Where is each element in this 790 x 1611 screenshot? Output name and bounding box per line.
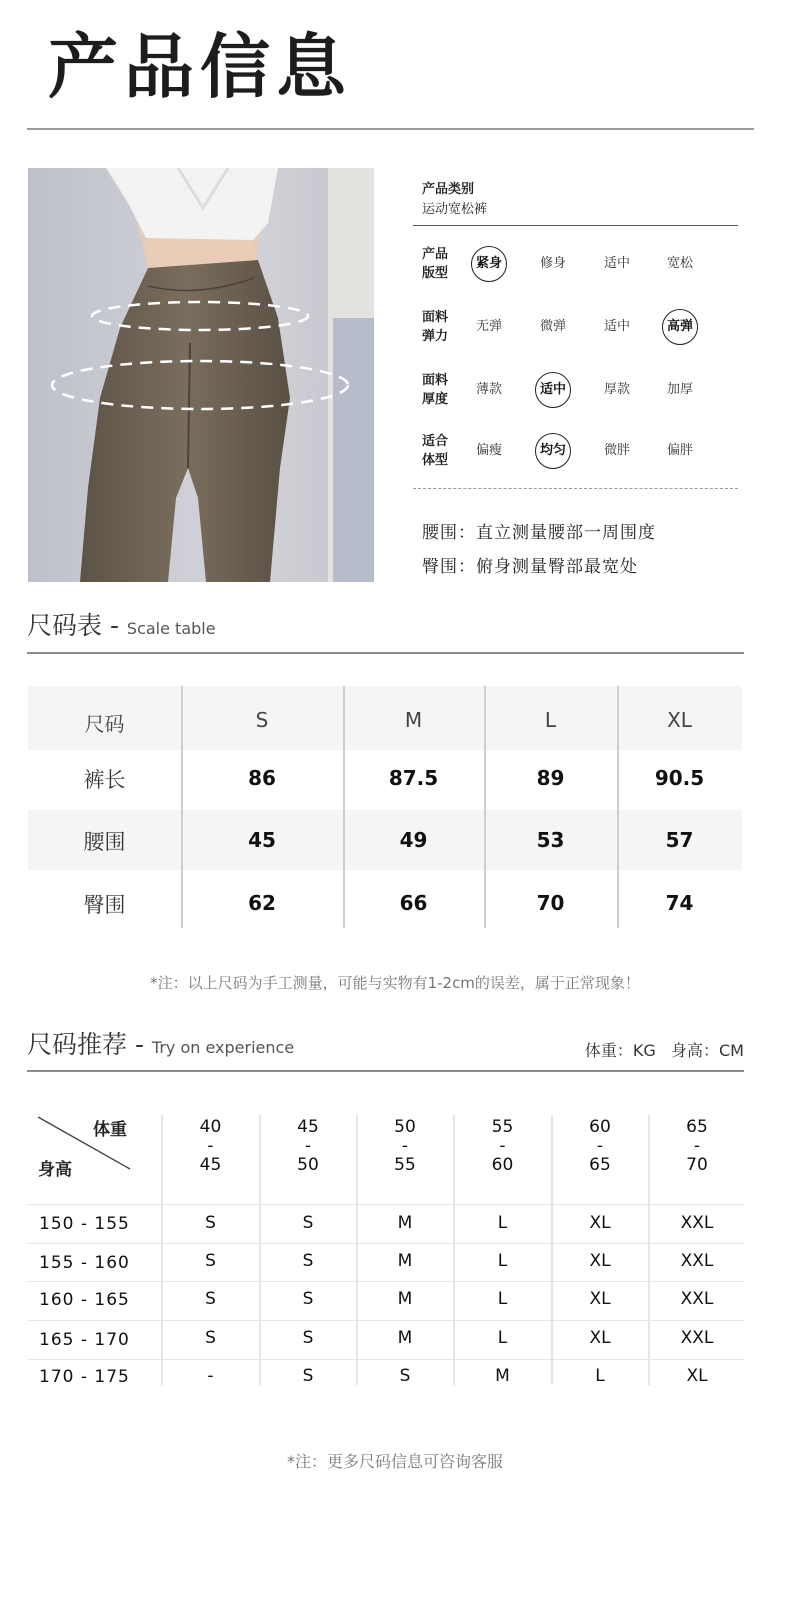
table-cell: 90.5 [654, 766, 705, 790]
option: 宽松 [666, 256, 693, 271]
title-divider [27, 128, 754, 130]
height-range: 150 - 155 [39, 1214, 130, 1234]
size-cell: XL [589, 1328, 611, 1348]
table-cell: 45 [248, 828, 276, 852]
size-cell: L [497, 1289, 508, 1309]
option-selected: 适中 [525, 375, 581, 405]
dashed-divider [413, 488, 738, 489]
size-cell: XXL [680, 1213, 714, 1233]
recommend-title: 尺码推荐 - Try on experience [27, 1030, 295, 1059]
attr-row-label: 适合 体型 [422, 434, 449, 468]
option: 薄款 [475, 382, 502, 397]
table-cell: 66 [399, 891, 428, 915]
table-cell: 89 [536, 766, 565, 790]
size-cell: XXL [680, 1328, 714, 1348]
size-cell: M [397, 1289, 413, 1309]
attr-row-label: 产品 版型 [422, 247, 449, 281]
row-divider [27, 1281, 745, 1282]
scale-table-title: 尺码表 - Scale table [27, 611, 216, 640]
size-cell: XL [686, 1366, 708, 1386]
page-title: 产品信息 [48, 26, 352, 108]
table-cell: 74 [665, 891, 694, 915]
size-cell: S [205, 1328, 216, 1348]
table-cell: 62 [248, 891, 276, 915]
table-header-cell: XL [667, 708, 692, 732]
option: 偏瘦 [475, 443, 502, 458]
table-header-cell: M [404, 708, 423, 732]
size-cell: XL [589, 1251, 611, 1271]
size-cell: XXL [680, 1289, 714, 1309]
option: 适中 [603, 256, 630, 271]
table-cell: 49 [399, 828, 428, 852]
waist-note: 腰围：直立测量腰部一周围度 [422, 523, 656, 543]
size-cell: S [302, 1366, 314, 1386]
size-cell: M [397, 1213, 413, 1233]
size-cell: M [397, 1328, 413, 1348]
option: 厚款 [603, 382, 630, 397]
size-cell: M [495, 1366, 510, 1386]
size-cell: XL [589, 1213, 611, 1233]
units-label: 体重：KG 身高：CM [584, 1041, 744, 1060]
category-label: 产品类别 [422, 182, 475, 197]
option: 适中 [603, 319, 630, 334]
table-header-cell: L [544, 708, 557, 732]
size-cell: S [205, 1289, 216, 1309]
size-cell: XL [589, 1289, 611, 1309]
size-cell: XXL [680, 1251, 714, 1271]
row-divider [27, 1359, 745, 1360]
table-cell: 57 [665, 828, 694, 852]
option: 偏胖 [666, 443, 693, 458]
weight-range: 45 - 50 [297, 1117, 319, 1175]
attr-row-label: 面料 厚度 [422, 373, 449, 407]
size-cell: M [397, 1251, 413, 1271]
size-cell: S [302, 1328, 314, 1348]
corner-height-label: 身高 [38, 1160, 72, 1180]
size-cell: S [399, 1366, 411, 1386]
size-cell: S [302, 1289, 314, 1309]
recommend-divider [27, 1070, 744, 1072]
weight-range: 60 - 65 [589, 1117, 611, 1175]
height-range: 165 - 170 [39, 1330, 130, 1350]
hip-note: 臀围：俯身测量臀部最宽处 [422, 557, 638, 577]
attr-row-label: 面料 弹力 [422, 310, 449, 344]
table-row-label: 臀围 [83, 893, 126, 917]
table-cell: 70 [536, 891, 565, 915]
scale-table [28, 686, 742, 928]
row-divider [27, 1204, 745, 1205]
option-selected: 均匀 [525, 436, 581, 466]
size-cell: L [497, 1328, 508, 1348]
size-cell: L [497, 1213, 508, 1233]
height-range: 155 - 160 [39, 1253, 130, 1273]
size-cell: S [205, 1213, 216, 1233]
weight-range: 50 - 55 [394, 1117, 416, 1175]
product-photo [28, 168, 374, 582]
corner-weight-label: 体重 [93, 1120, 127, 1140]
table-row-label: 裤长 [83, 768, 126, 792]
row-divider [27, 1243, 745, 1244]
table-row-label: 腰围 [83, 830, 126, 854]
size-cell: S [302, 1213, 314, 1233]
height-range: 170 - 175 [39, 1367, 130, 1387]
weight-range: 40 - 45 [199, 1117, 222, 1175]
size-cell: S [205, 1251, 216, 1271]
table-cell: 53 [536, 828, 565, 852]
height-range: 160 - 165 [39, 1290, 130, 1310]
scale-note: *注：以上尺码为手工测量，可能与实物有1-2cm的误差，属于正常现象！ [150, 974, 640, 992]
attr-divider [413, 225, 738, 226]
option: 微弹 [539, 319, 566, 334]
weight-range: 55 - 60 [491, 1117, 514, 1175]
table-header-cell: S [255, 708, 269, 732]
size-cell: - [207, 1366, 214, 1386]
scale-divider [27, 652, 744, 654]
recommend-note: *注：更多尺码信息可咨询客服 [286, 1452, 503, 1471]
option-selected: 高弹 [652, 312, 708, 342]
size-cell: L [595, 1366, 605, 1386]
option: 加厚 [666, 382, 693, 397]
option: 无弹 [475, 319, 502, 334]
size-cell: L [497, 1251, 508, 1271]
weight-range: 65 - 70 [686, 1117, 708, 1175]
table-header-cell: 尺码 [84, 712, 125, 736]
option: 微胖 [603, 443, 630, 458]
option-selected: 紧身 [461, 249, 517, 279]
category-value: 运动宽松裤 [422, 202, 488, 217]
option: 修身 [539, 256, 566, 271]
row-divider [27, 1320, 745, 1321]
table-cell: 87.5 [388, 766, 439, 790]
size-cell: S [302, 1251, 314, 1271]
table-cell: 86 [248, 766, 276, 790]
